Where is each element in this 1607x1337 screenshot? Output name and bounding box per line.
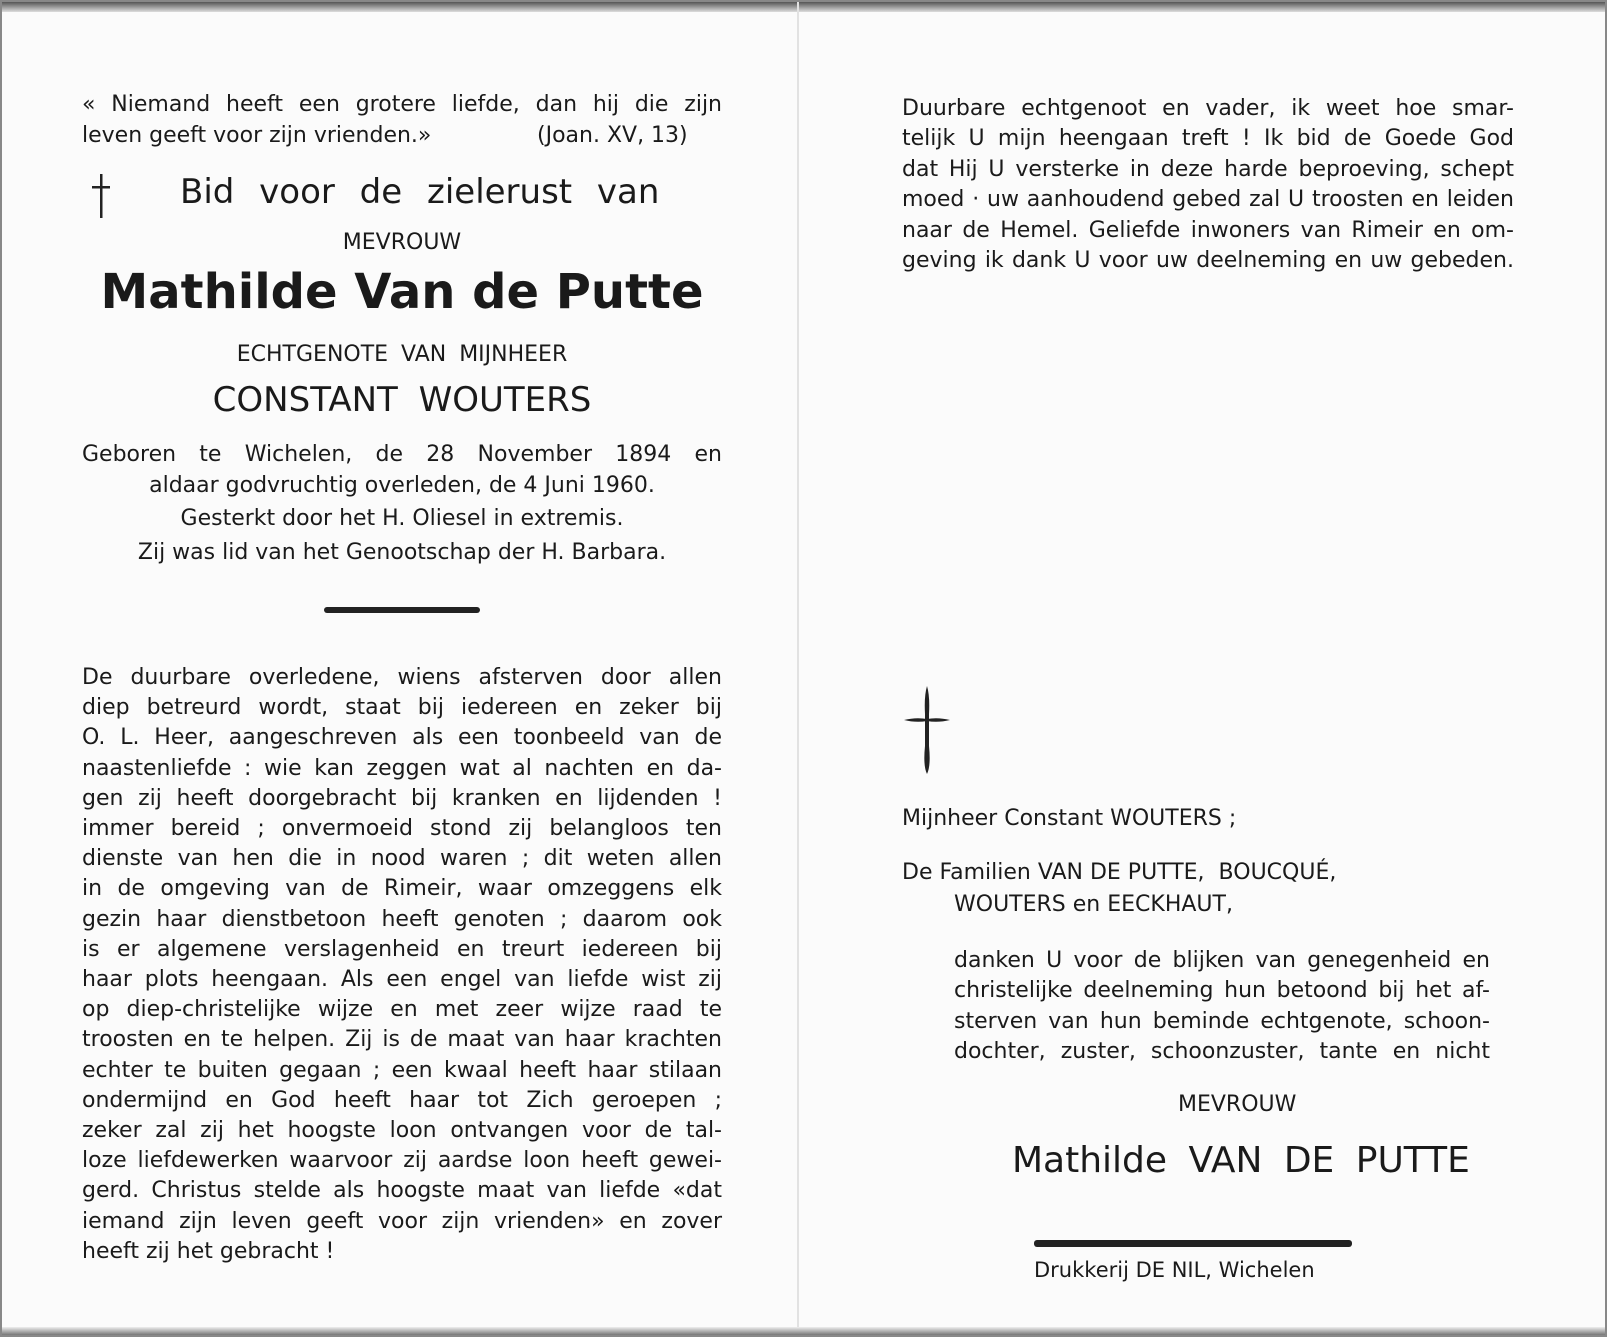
eulogy-line: De duurbare overledene, wiens afsterven door allen xyxy=(82,665,722,690)
thanks-line: sterven van hun beminde echtgenote, schoon- xyxy=(954,1008,1490,1034)
thanks-from-families-1: De Familien VAN DE PUTTE, BOUCQUÉ, xyxy=(902,860,1337,885)
thanks-line: dochter, zuster, schoonzuster, tante en nicht xyxy=(954,1039,1490,1065)
bio-line-3: Gesterkt door het H. Oliesel in extremis. xyxy=(180,506,624,531)
eulogy-line: troosten en te helpen. Zij is de maat van haar krachten xyxy=(82,1027,722,1053)
eulogy-line: in de omgeving van de Rimeir, waar omzeggens elk xyxy=(82,876,722,902)
deceased-name-right: Mathilde VAN DE PUTTE xyxy=(1012,1140,1470,1181)
eulogy-line: loze liefdewerken waarvoor zij aardse loon heeft gewei- xyxy=(82,1148,722,1174)
quote-line-1: « Niemand heeft een grotere liefde, dan hij die zijn xyxy=(82,92,722,117)
eulogy-line: zeker zal zij het hoogste loon ontvangen voor de tal- xyxy=(82,1118,722,1143)
farewell-line: telijk U mijn heengaan treft ! Ik bid de Goede God xyxy=(902,126,1514,152)
printer-credit: Drukkerij DE NIL, Wichelen xyxy=(1034,1258,1315,1282)
card-fold xyxy=(797,2,799,1335)
quote-reference: (Joan. XV, 13) xyxy=(537,123,688,148)
title-mevrouw-right: MEVROUW xyxy=(1178,1092,1297,1117)
divider-right xyxy=(1034,1240,1352,1247)
cross-icon xyxy=(90,174,112,218)
farewell-line: naar de Hemel. Geliefde inwoners van Rimeir en om- xyxy=(902,217,1514,243)
bio-line-1: Geboren te Wichelen, de 28 November 1894 en xyxy=(82,442,722,467)
eulogy-line: dienste van hen die in nood waren ; dit weten allen xyxy=(82,846,722,872)
farewell-line: geving ik dank U voor uw deelneming en uw gebeden. xyxy=(902,248,1514,273)
deceased-name: Mathilde Van de Putte xyxy=(100,264,704,320)
eulogy-line: gerd. Christus stelde als hoogste maat van liefde «dat xyxy=(82,1178,722,1204)
eulogy-line: op diep-christelijke wijze en met zeer wijze raad te xyxy=(82,997,722,1023)
spouse-name: CONSTANT WOUTERS xyxy=(212,380,592,420)
eulogy-line: gezin haar dienstbetoon heeft genoten ; daarom ook xyxy=(82,906,722,932)
eulogy-line: gen zij heeft doorgebracht bij kranken en lijdenden ! xyxy=(82,785,722,811)
farewell-line: dat Hij U versterke in deze harde beproeving, schept xyxy=(902,156,1514,182)
farewell-line: Duurbare echtgenoot en vader, ik weet hoe smar- xyxy=(902,96,1514,121)
quote-line-2: leven geeft voor zijn vrienden.» xyxy=(82,123,432,148)
eulogy-line: is er algemene verslagenheid en treurt iedereen bij xyxy=(82,936,722,962)
cross-icon xyxy=(902,686,952,776)
thanks-from-families-2: WOUTERS en EECKHAUT, xyxy=(954,892,1233,917)
eulogy-line: ondermijnd en God heeft haar tot Zich geroepen ; xyxy=(82,1087,722,1113)
eulogy-line: naastenliefde : wie kan zeggen wat al nachten en da- xyxy=(82,755,722,781)
farewell-line: moed · uw aanhoudend gebed zal U troosten en leiden xyxy=(902,187,1514,213)
thanks-line: christelijke deelneming hun betoond bij het af- xyxy=(954,978,1490,1004)
card-bottom-edge xyxy=(2,1327,1605,1335)
divider xyxy=(324,607,480,613)
eulogy-line: haar plots heengaan. Als een engel van liefde wist zij xyxy=(82,967,722,992)
prayer-heading: Bid voor de zielerust van xyxy=(180,172,660,212)
eulogy-line: immer bereid ; onvermoeid stond zij belangloos ten xyxy=(82,816,722,841)
eulogy-line: iemand zijn leven geeft voor zijn vrienden» en zover xyxy=(82,1208,722,1234)
card-top-edge xyxy=(2,2,1605,12)
spouse-label: ECHTGENOTE VAN MIJNHEER xyxy=(236,342,568,367)
thanks-from-husband: Mijnheer Constant WOUTERS ; xyxy=(902,806,1237,831)
thanks-line: danken U voor de blijken van genegenheid en xyxy=(954,948,1490,973)
eulogy-line: O. L. Heer, aangeschreven als een toonbeeld van de xyxy=(82,725,722,751)
eulogy-line: echter te buiten gegaan ; een kwaal heeft haar stilaan xyxy=(82,1057,722,1083)
bio-line-4: Zij was lid van het Genootschap der H. Barbara. xyxy=(137,540,667,565)
eulogy-line: diep betreurd wordt, staat bij iedereen en zeker bij xyxy=(82,695,722,721)
eulogy-line: heeft zij het gebracht ! xyxy=(82,1238,335,1264)
title-mevrouw: MEVROUW xyxy=(342,230,462,255)
bio-line-2: aldaar godvruchtig overleden, de 4 Juni 1960. xyxy=(149,473,655,498)
